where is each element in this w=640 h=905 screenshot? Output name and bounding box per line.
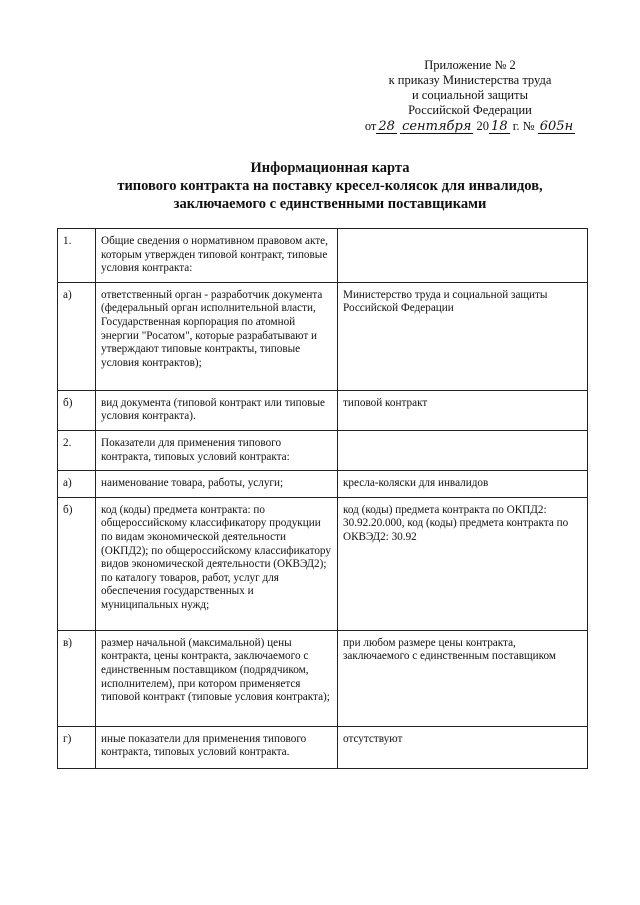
row-label: наименование товара, работы, услуги; — [96, 471, 338, 498]
row-number: г) — [58, 726, 96, 768]
info-card-table — [57, 228, 588, 769]
row-number: 1. — [58, 229, 96, 283]
order-date-line — [360, 119, 580, 134]
row-label: Показатели для применения типового контракта, типовых условий контракта: — [96, 430, 338, 470]
row-value: кресла-коляски для инвалидов — [338, 471, 588, 498]
order-year: 18 — [491, 119, 508, 134]
table-row — [58, 390, 588, 430]
order-month: сентября — [402, 119, 472, 134]
table-row — [58, 229, 588, 283]
appendix-order-ref: к приказу Министерства труда — [388, 73, 552, 87]
appendix-title: Приложение № 2 — [424, 58, 516, 72]
table-row — [58, 630, 588, 726]
heading-line-1: Информационная карта — [250, 160, 410, 176]
row-label: иные показатели для применения типового контракта, типовых условий контракта. — [96, 726, 338, 768]
row-value — [338, 430, 588, 470]
order-year-prefix: 20 — [476, 119, 490, 133]
row-number: в) — [58, 630, 96, 726]
row-value: Министерство труда и социальной защиты Российской Федерации — [338, 282, 588, 390]
row-number: а) — [58, 471, 96, 498]
table-row — [58, 471, 588, 498]
row-value: при любом размере цены контракта, заключаемого с единственным поставщиком — [338, 630, 588, 726]
document-heading — [60, 159, 600, 213]
row-value: отсутствуют — [338, 726, 588, 768]
row-label: размер начальной (максимальной) цены контракта, цены контракта, заключаемого с единственным поставщиком (подрядчиком, исполнителем), при котором применяется типовой контракт (типовые условия контракта); — [96, 630, 338, 726]
row-value — [338, 229, 588, 283]
table-row — [58, 430, 588, 470]
row-label: вид документа (типовой контракт или типовые условия контракта). — [96, 390, 338, 430]
row-value: типовой контракт — [338, 390, 588, 430]
row-value: код (коды) предмета контракта по ОКПД2: 30.92.20.000, код (коды) предмета контракта по ОКВЭД2: 30.92 — [338, 497, 588, 630]
heading-line-3: заключаемого с единственными поставщиками — [173, 196, 487, 212]
order-number-label: г. № — [512, 119, 535, 133]
row-number: 2. — [58, 430, 96, 470]
table-row — [58, 282, 588, 390]
row-number: б) — [58, 390, 96, 430]
table-row — [58, 726, 588, 768]
appendix-country-line: Российской Федерации — [408, 103, 532, 117]
row-number: б) — [58, 497, 96, 630]
order-from-label: от — [364, 119, 377, 133]
row-label: код (коды) предмета контракта: по общероссийскому классификатору продукции по видам экономической деятельности (ОКПД2); по общероссийскому классификатору видов экономической деятельности (ОКВЭД2); по каталогу товаров, работ, услуг для обеспечения государственных и муниципальных нужд; — [96, 497, 338, 630]
order-number: 605н — [539, 119, 574, 134]
appendix-block — [360, 58, 580, 134]
table-row — [58, 497, 588, 630]
heading-line-2: типового контракта на поставку кресел-колясок для инвалидов, — [117, 178, 543, 194]
appendix-ministry-line: и социальной защиты — [411, 88, 528, 102]
row-number: а) — [58, 282, 96, 390]
row-label: ответственный орган - разработчик документа (федеральный орган исполнительной власти, Государственная корпорация по атомной энергии "Росатом", которые разрабатывают и утверждают типовые контракты, типовые условия контрактов); — [96, 282, 338, 390]
row-label: Общие сведения о нормативном правовом акте, которым утвержден типовой контракт, типовые условия контракта: — [96, 229, 338, 283]
order-day: 28 — [378, 119, 395, 134]
